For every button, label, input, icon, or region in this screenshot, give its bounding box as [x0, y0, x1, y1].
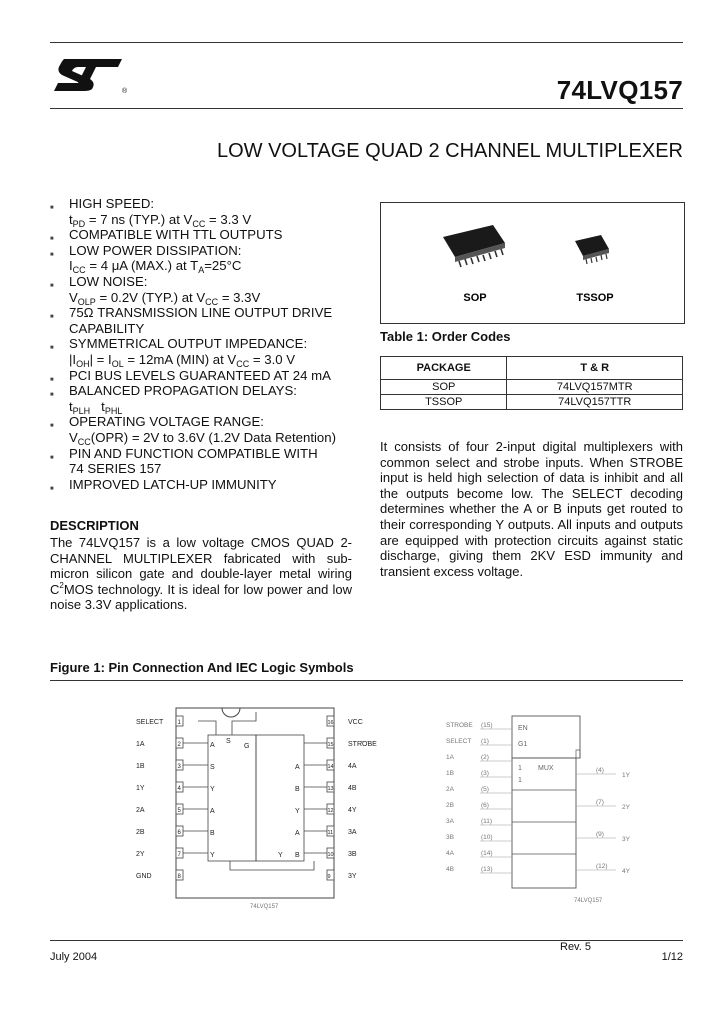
- feature-item: [50, 446, 360, 477]
- page-number: 1/12: [661, 951, 683, 963]
- header-rule: [50, 108, 683, 109]
- iec-pin-number: (2): [481, 754, 489, 761]
- table-header-package: PACKAGE: [381, 357, 507, 380]
- dip-id-label: 74LVQ157: [250, 904, 279, 910]
- feature-title: OPERATING VOLTAGE RANGE:: [69, 414, 264, 430]
- pin-number: 6: [177, 830, 181, 836]
- pin-label-left: 2B: [136, 829, 145, 836]
- pin-label-right: 4A: [348, 763, 357, 770]
- pin-label-right: 3A: [348, 829, 357, 836]
- pin-number: 11: [327, 830, 334, 836]
- pin-number: 7: [177, 852, 181, 858]
- feature-item: [50, 227, 360, 243]
- feature-title: IMPROVED LATCH-UP IMMUNITY: [69, 476, 277, 492]
- sop-label: SOP: [463, 292, 487, 304]
- description-paragraph-2: It consists of four 2-input digital multiplexers with common select and strobe inputs. When STROBE input is held high selection of data is inhibit and all the outputs become low. The SELECT decoding determines whether the A or B inputs get routed to their corresponding Y outputs. All inputs and outputs are equipped with protection circuits against static discharge, giving them 2KV ESD immunity and transient excess voltage.: [380, 439, 683, 579]
- dip-package-outline: [176, 708, 334, 898]
- order-table-caption: Table 1: Order Codes: [380, 329, 511, 344]
- svg-text:Y: Y: [278, 852, 283, 859]
- iec-input-label: 3B: [446, 834, 454, 841]
- feature-item: [50, 336, 360, 367]
- pin-label-left: 2A: [136, 807, 145, 814]
- iec-input-label: 4A: [446, 850, 454, 857]
- pin-label-right: 3B: [348, 851, 357, 858]
- iec-output-label: 2Y: [622, 804, 630, 811]
- feature-title: PIN AND FUNCTION COMPATIBLE WITH: [69, 445, 318, 461]
- sop-package-image: [443, 225, 505, 267]
- order-codes-table: [380, 356, 683, 410]
- pin-label-left: SELECT: [136, 719, 164, 726]
- pin-number: 15: [327, 742, 334, 748]
- iec-label: 1: [518, 777, 522, 784]
- package-images-box: [380, 202, 685, 324]
- svg-text:G: G: [244, 743, 250, 750]
- feature-detail: $t_{PLH}$ $t_{PHL}$: [69, 398, 123, 416]
- description-paragraph-1: The 74LVQ157 is a low voltage CMOS QUAD 2-CHANNEL MULTIPLEXER fabricated with sub-micron silicon gate and double-layer metal wiring $C^2MOS$ technology. It is ideal for low power and low noise 3.3V applications.: [50, 535, 352, 613]
- svg-text:S: S: [226, 738, 231, 745]
- iec-input-label: SELECT: [446, 738, 472, 745]
- features-list: [50, 196, 360, 492]
- st-logo: [50, 53, 130, 95]
- iec-output-pin: (12): [596, 863, 608, 870]
- figure-top-rule: [50, 680, 683, 681]
- iec-label: EN: [518, 725, 528, 732]
- iec-input-label: 3A: [446, 818, 454, 825]
- iec-output-label: 3Y: [622, 836, 630, 843]
- pin-number: 9: [327, 874, 331, 880]
- svg-text:A: A: [210, 808, 215, 815]
- figure-caption: Figure 1: Pin Connection And IEC Logic Symbols: [50, 660, 354, 675]
- table-row: [381, 380, 683, 395]
- feature-title: BALANCED PROPAGATION DELAYS:: [69, 383, 297, 399]
- iec-output-pin: (9): [596, 831, 604, 838]
- bullet-icon: ■: [50, 282, 54, 289]
- feature-title: COMPATIBLE WITH TTL OUTPUTS: [69, 227, 283, 243]
- feature-title: SYMMETRICAL OUTPUT IMPEDANCE:: [69, 336, 308, 352]
- top-rule: [50, 42, 683, 43]
- iec-pin-number: (1): [481, 738, 489, 745]
- feature-title: HIGH SPEED:: [69, 196, 155, 211]
- iec-pin-number: (5): [481, 786, 489, 793]
- iec-input-label: STROBE: [446, 722, 473, 729]
- pin-number: 3: [177, 764, 181, 770]
- iec-output-pin: (4): [596, 767, 604, 774]
- iec-input-label: 1B: [446, 770, 454, 777]
- feature-title: LOW NOISE:: [69, 273, 148, 289]
- svg-text:Y: Y: [295, 808, 300, 815]
- iec-output-label: 1Y: [622, 772, 630, 779]
- feature-item: [50, 383, 360, 414]
- bullet-icon: ■: [50, 392, 54, 399]
- iec-pin-number: (15): [481, 722, 493, 729]
- feature-item: [50, 243, 360, 274]
- iec-label: 1: [518, 765, 522, 772]
- bullet-icon: ■: [50, 205, 54, 211]
- svg-text:S: S: [210, 764, 215, 771]
- feature-item: [50, 196, 360, 227]
- pin-number: 5: [177, 808, 181, 814]
- feature-detail: $V_{OLP} = 0.2V$ (TYP.) at $V_{CC} = 3.3V$: [69, 289, 261, 307]
- pin-number: 12: [327, 808, 334, 814]
- table-cell: 74LVQ157MTR: [507, 380, 683, 395]
- bullet-icon: ■: [50, 345, 54, 352]
- svg-text:Y: Y: [210, 786, 215, 793]
- iec-output-pin: (7): [596, 799, 604, 806]
- table-row: [381, 395, 683, 410]
- footer-date: July 2004: [50, 951, 98, 963]
- iec-pin-number: (13): [481, 866, 493, 873]
- svg-text:A: A: [295, 764, 300, 771]
- tssop-package-image: [575, 235, 609, 264]
- pin-connection-figure: [50, 690, 683, 930]
- iec-pin-number: (10): [481, 834, 493, 841]
- package-illustrations: [381, 203, 684, 323]
- pin-number: 14: [327, 764, 334, 770]
- pin-label-right: 3Y: [348, 873, 357, 880]
- pin-number: 10: [327, 852, 334, 858]
- bullet-icon: ■: [50, 251, 54, 258]
- table-header-tr: T & R: [507, 357, 683, 380]
- feature-item: [50, 414, 360, 445]
- table-cell: SOP: [381, 380, 507, 395]
- iec-input-label: 2B: [446, 802, 454, 809]
- revision: Rev. 5: [560, 941, 591, 953]
- bullet-icon: ■: [50, 314, 54, 321]
- pin-number: 4: [177, 786, 181, 792]
- pin-number: 13: [327, 786, 334, 792]
- table-cell: 74LVQ157TTR: [507, 395, 683, 410]
- feature-item: [50, 274, 360, 305]
- pin-number: 16: [327, 720, 334, 726]
- svg-text:Y: Y: [210, 852, 215, 859]
- bullet-icon: ■: [50, 423, 54, 430]
- bullet-icon: ■: [50, 485, 54, 492]
- description-heading: DESCRIPTION: [50, 518, 139, 533]
- iec-id-label: 74LVQ157: [574, 898, 603, 904]
- svg-text:A: A: [295, 830, 300, 837]
- pin-number: 2: [177, 742, 181, 748]
- svg-text:®: ®: [122, 88, 128, 95]
- iec-pin-number: (14): [481, 850, 493, 857]
- mux-block-left: [208, 735, 256, 861]
- bullet-icon: ■: [50, 376, 54, 383]
- iec-logic-symbol: [446, 716, 631, 888]
- pin-label-right: 4Y: [348, 807, 357, 814]
- feature-item: [50, 368, 360, 384]
- pin-label-left: 1A: [136, 741, 145, 748]
- part-number: 74LVQ157: [556, 75, 683, 105]
- svg-text:B: B: [295, 786, 300, 793]
- bullet-icon: ■: [50, 454, 54, 461]
- pin-label-left: 1B: [136, 763, 145, 770]
- iec-input-label: 4B: [446, 866, 454, 873]
- svg-text:B: B: [210, 830, 215, 837]
- pin-label-right: 4B: [348, 785, 357, 792]
- mux-block-right: [256, 735, 304, 861]
- feature-title: PCI BUS LEVELS GUARANTEED AT 24 mA: [69, 367, 331, 383]
- feature-title: LOW POWER DISSIPATION:: [69, 242, 242, 258]
- svg-text:B: B: [295, 852, 300, 859]
- feature-title: 75Ω TRANSMISSION LINE OUTPUT DRIVE: [69, 305, 333, 321]
- table-cell: TSSOP: [381, 395, 507, 410]
- feature-item: [50, 305, 360, 336]
- iec-input-label: 1A: [446, 754, 454, 761]
- feature-detail: CAPABILITY: [69, 320, 145, 336]
- pin-label-left: GND: [136, 873, 152, 880]
- feature-detail: $|I_{OH}| = I_{OL} = 12mA$ (MIN) at $V_{CC} = 3.0$ V: [69, 351, 296, 369]
- feature-item: [50, 477, 360, 493]
- document-subtitle: LOW VOLTAGE QUAD 2 CHANNEL MULTIPLEXER: [216, 140, 683, 162]
- tssop-label: TSSOP: [576, 292, 614, 304]
- iec-label: G1: [518, 741, 528, 748]
- iec-pin-number: (11): [481, 818, 493, 825]
- bullet-icon: ■: [50, 236, 54, 243]
- iec-output-label: 4Y: [622, 868, 630, 875]
- feature-detail: 74 SERIES 157: [69, 461, 162, 477]
- svg-text:A: A: [210, 742, 215, 749]
- feature-detail: $I_{CC} = 4$ μA (MAX.) at $T_A=25^\circ C$: [69, 258, 242, 276]
- iec-label: MUX: [538, 765, 554, 772]
- pin-label-left: 1Y: [136, 785, 145, 792]
- pin-label-left: 2Y: [136, 851, 145, 858]
- pin-label-right: VCC: [348, 719, 363, 726]
- iec-input-label: 2A: [446, 786, 454, 793]
- feature-detail: $t_{PD} = 7$ ns (TYP.) at $V_{CC} = 3.3$ V: [69, 211, 252, 229]
- feature-detail: $V_{CC}(OPR) = 2V$ to 3.6V (1.2V Data Retention): [69, 429, 336, 447]
- pin-number: 1: [177, 720, 181, 726]
- iec-pin-number: (3): [481, 770, 489, 777]
- iec-pin-number: (6): [481, 802, 489, 809]
- pin-number: 8: [177, 874, 181, 880]
- pin-label-right: STROBE: [348, 741, 377, 748]
